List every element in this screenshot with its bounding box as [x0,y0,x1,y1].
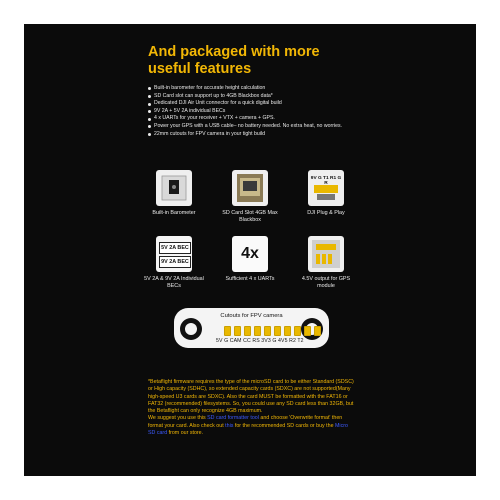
pad-labels: 5V G CAM CC RS 3V3 G 4V5 R2 T2 [216,338,304,344]
gps-board-icon [308,236,344,272]
sd-card-footnote [148,379,356,437]
barometer-image [156,170,192,206]
footnote-text: for the recommended SD cards or buy the [234,422,334,429]
bec-caption: 5V 2A & 9V 2A Individual BECs [144,276,204,289]
bec-image [156,236,192,272]
dji-connector-image [308,170,344,206]
footnote-links-paragraph [148,415,356,437]
feature-item: SD Card slot can support up to 4GB Blackbox data* [148,93,354,101]
product-panel [24,24,476,476]
dji-caption: DJI Plug & Play [307,210,345,216]
solder-pads [224,326,321,336]
uart-image [232,236,268,272]
barometer-caption: Built-in Barometer [152,210,196,216]
cutout-label: Cutouts for FPV camera [220,313,283,319]
gps-caption: 4.5V output for GPS module [301,276,351,289]
feature-item: 9V 2A + 5V 2A individual BECs [148,108,354,116]
uart-count: 4x [241,245,259,262]
bec-9v-label: 9V 2A BEC [159,256,191,268]
section-heading: And packaged with more useful features [148,44,320,77]
fpv-board-image [174,308,329,348]
gps-output-image [308,236,344,272]
footnote-text: from our store. [168,430,204,437]
barometer-icon [156,170,192,206]
feature-item: Built-in barometer for accurate height calculation [148,85,354,93]
bec-5v-label: 5V 2A BEC [159,242,191,254]
formatter-tool-link[interactable]: SD card formatter tool [207,415,259,422]
feature-item: 22mm cutouts for FPV camera in your tight build [148,131,354,139]
micro-sd-card-link[interactable]: Micro SD card [148,422,348,437]
footnote-text: and choose 'Overwrite format' then format your card. Also check out [148,415,343,429]
mount-hole-icon [180,318,202,340]
feature-item: Dedicated DJI Air Unit connector for a quick digital build [148,100,354,108]
feature-item: Power your GPS with a USB cable– no battery needed. No extra heat, no worries. [148,123,354,131]
feature-item: 4 x UARTs for your receiver + VTX + camera + GPS. [148,115,354,123]
sd-card-icon [232,170,268,206]
dji-pin-labels: 9V G T1 R1 G R [310,176,342,186]
sd-slot-caption: SD Card Slot 4GB Max Blackbox [222,210,278,223]
sd-slot-image [232,170,268,206]
uart-caption: Sufficient 4 x UARTs [225,276,275,282]
feature-list [148,85,354,138]
content-column [146,24,356,476]
this-link[interactable]: this [225,422,234,429]
footnote-paragraph: *Betaflight firmware requires the type of the microSD card to be either Standard (SDSC) or High capacity (SDHC), so extended capacity cards (SDXC) are not supported(Many high-speed U3 cards are SDXC). Also the card MUST be formatted with the FAT16 or FAT32 (recommended) filesystems. So, you could use any SD card less than 32GB, but the Betaflight can only recognize 4GB maximum. [148,379,354,415]
footnote-text: We suggest you use this [148,415,206,422]
